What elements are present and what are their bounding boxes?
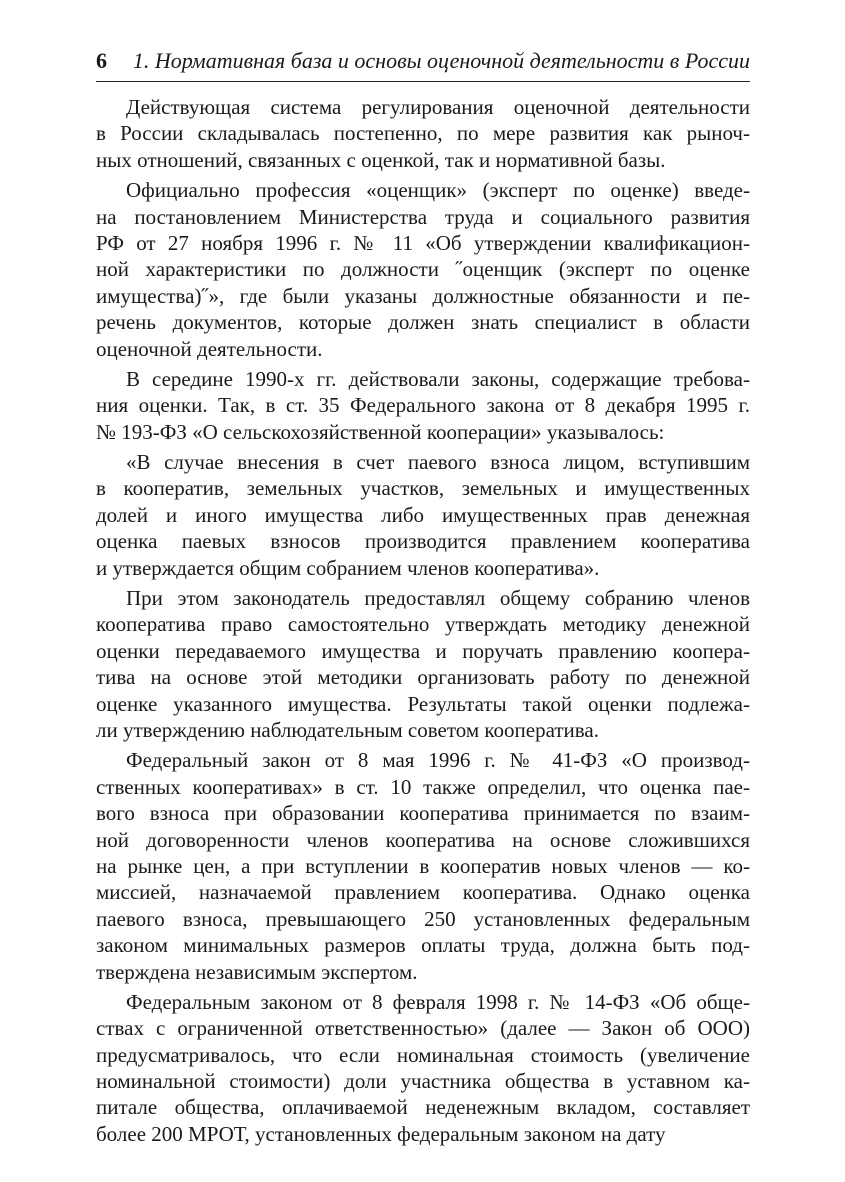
- text-line: ной договоренности членов кооператива на основе сложившихся: [96, 827, 750, 852]
- text-line: тверждена независимым экспертом.: [96, 959, 418, 984]
- text-line: ли утверждению наблюдательным советом кооператива.: [96, 717, 599, 742]
- text-line: в кооператив, земельных участков, земельных и имущественных: [96, 476, 750, 501]
- text-line: оценки передаваемого имущества и поручать правлению коопера-: [96, 638, 750, 663]
- text-line: законом минимальных размеров оплаты труда, должна быть под-: [96, 933, 750, 958]
- text-line: ной характеристики по должности ˝оценщик (эксперт по оценке: [96, 257, 750, 282]
- text-line: При этом законодатель предоставлял общему собранию членов: [126, 586, 750, 611]
- text-line: вого взноса при образовании кооператива принимается по взаим-: [96, 801, 750, 826]
- paragraph: [96, 177, 750, 362]
- body-text: [96, 94, 750, 1151]
- text-line: Федеральный закон от 8 мая 1996 г. № 41-ФЗ «О производ-: [126, 748, 750, 773]
- text-line: оценке указанного имущества. Результаты такой оценки подлежа-: [96, 691, 750, 716]
- text-line: РФ от 27 ноября 1996 г. № 11 «Об утверждении квалификацион-: [96, 230, 750, 255]
- text-line: предусматривалось, что если номинальная стоимость (увеличение: [96, 1042, 750, 1067]
- text-line: миссией, назначаемой правлением кооператива. Однако оценка: [96, 880, 750, 905]
- text-line: на рынке цен, а при вступлении в кооператив новых членов — ко-: [96, 853, 750, 878]
- text-line: «В случае внесения в счет паевого взноса лицом, вступившим: [126, 450, 750, 475]
- text-line: на постановлением Министерства труда и социального развития: [96, 204, 750, 229]
- text-line: оценка паевых взносов производится правлением кооператива: [96, 529, 750, 554]
- text-line: номинальной стоимости) доли участника общества в уставном ка-: [96, 1069, 750, 1094]
- text-line: В середине 1990-х гг. действовали законы, содержащие требова-: [126, 366, 750, 391]
- running-head: [96, 44, 750, 78]
- paragraph: [96, 449, 750, 581]
- text-line: Федеральным законом от 8 февраля 1998 г. № 14-ФЗ «Об обще-: [126, 989, 750, 1014]
- text-line: оценочной деятельности.: [96, 336, 323, 361]
- text-line: ных отношений, связанных с оценкой, так и нормативной базы.: [96, 147, 666, 172]
- paragraph: [96, 585, 750, 743]
- text-line: ния оценки. Так, в ст. 35 Федерального закона от 8 декабря 1995 г.: [96, 393, 750, 418]
- text-line: паевого взноса, превышающего 250 установленных федеральным: [96, 906, 750, 931]
- page-number: 6: [96, 48, 107, 73]
- text-line: имущества)˝», где были указаны должностные обязанности и пе-: [96, 283, 750, 308]
- header-rule: [96, 81, 750, 82]
- paragraph: [96, 94, 750, 173]
- text-line: № 193-ФЗ «О сельскохозяйственной кооперации» указывалось:: [96, 419, 665, 444]
- text-line: Действующая система регулирования оценочной деятельности: [126, 95, 750, 119]
- text-line: питале общества, оплачиваемой неденежным вкладом, составляет: [96, 1095, 750, 1120]
- text-line: ствах с ограниченной ответственностью» (далее — Закон об ООО): [96, 1016, 750, 1041]
- text-line: долей и иного имущества либо имущественных прав денежная: [96, 502, 750, 527]
- text-line: тива на основе этой методики организовать работу по денежной: [96, 665, 750, 690]
- paragraph: [96, 366, 750, 445]
- text-line: речень документов, которые должен знать специалист в области: [96, 310, 750, 335]
- text-line: в России складывалась постепенно, по мере развития как рыноч-: [96, 121, 750, 146]
- text-line: кооператива право самостоятельно утверждать методику денежной: [96, 612, 750, 637]
- paragraph: [96, 747, 750, 985]
- paragraph: [96, 989, 750, 1147]
- text-line: и утверждается общим собранием членов кооператива».: [96, 555, 600, 580]
- chapter-title: 1. Нормативная база и основы оценочной деятельности в России: [132, 48, 750, 73]
- text-line: Официально профессия «оценщик» (эксперт по оценке) введе-: [126, 178, 750, 203]
- text-line: ственных кооперативах» в ст. 10 также определил, что оценка пае-: [96, 774, 750, 799]
- text-line: более 200 МРОТ, установленных федеральным законом на дату: [96, 1121, 666, 1146]
